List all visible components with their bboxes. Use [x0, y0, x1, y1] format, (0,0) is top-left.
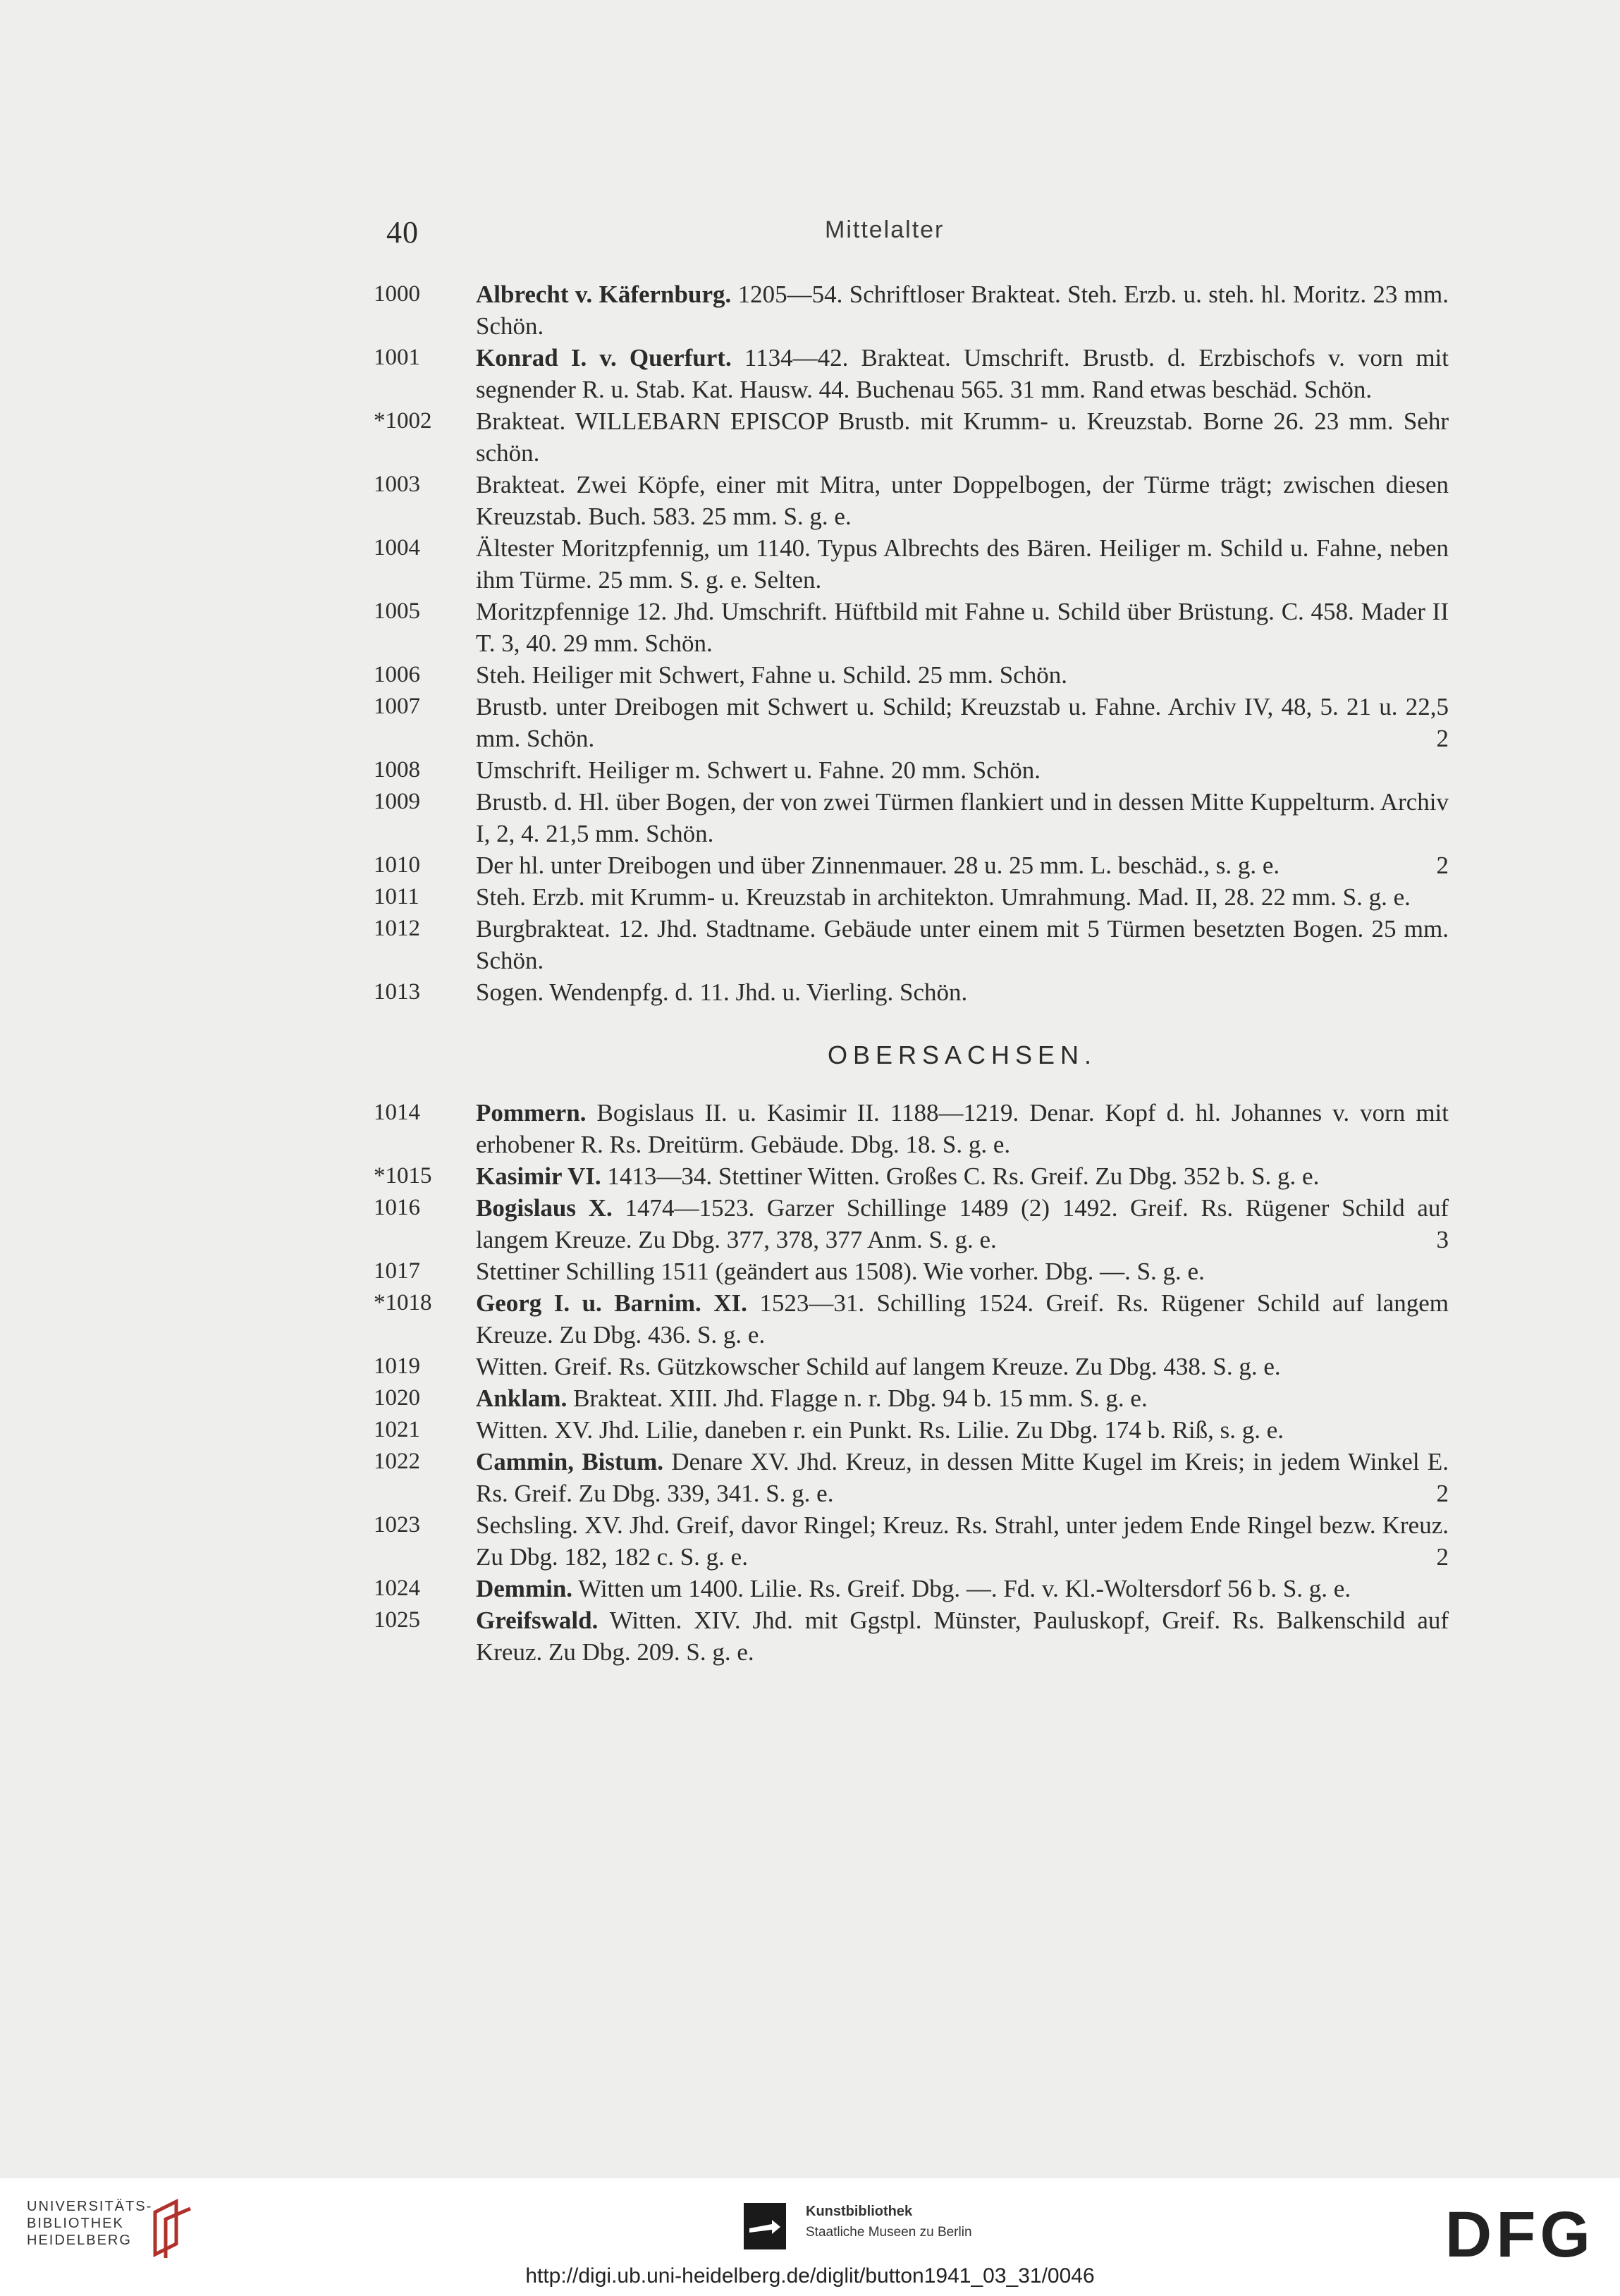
entry-piece-count: 2 — [1436, 852, 1449, 879]
entry-ruler-name: Anklam. — [476, 1385, 567, 1412]
entry-ruler-name: Konrad I. v. Querfurt. — [476, 344, 732, 372]
logo-line: BIBLIOTHEK — [27, 2216, 124, 2231]
entry-number: *1015 — [374, 1163, 432, 1189]
catalog-entry — [374, 691, 1449, 754]
entry-description: Bogislaus II. u. Kasimir II. 1188—1219. Denar. Kopf d. hl. Johannes v. vorn mit erhobener R. Rs. Dreitürm. Gebäude. Dbg. 18. S. g. e. — [476, 1099, 1449, 1158]
entry-number: 1012 — [374, 916, 420, 941]
entry-number: 1021 — [374, 1417, 420, 1442]
catalog-entry — [374, 1351, 1449, 1382]
entry-number: 1000 — [374, 281, 420, 307]
catalog-entry — [374, 1446, 1449, 1509]
catalog-entry — [374, 1573, 1449, 1604]
entry-description: Witten. XIV. Jhd. mit Ggstpl. Münster, Pauluskopf, Greif. Rs. Balkenschild auf Kreuz. Zu Dbg. 209. S. g. e. — [476, 1607, 1449, 1666]
catalog-entry — [374, 913, 1449, 976]
entry-description: Sechsling. XV. Jhd. Greif, davor Ringel; Kreuz. Rs. Strahl, unter jedem Ende Ringel bezw. Kreuz. Zu Dbg. 182, 182 c. S. g. e. — [476, 1511, 1449, 1571]
catalog-entry — [374, 786, 1449, 849]
footer-bar — [0, 2178, 1620, 2296]
heidelberg-library-logo[interactable] — [27, 2198, 152, 2249]
entry-number: 1008 — [374, 757, 420, 782]
entry-piece-count: 2 — [1436, 1543, 1449, 1571]
catalog-entry — [374, 1160, 1449, 1192]
entry-description: Sogen. Wendenpfg. d. 11. Jhd. u. Vierling. Schön. — [476, 978, 968, 1006]
catalog-entry — [374, 278, 1449, 342]
section-heading: OBERSACHSEN. — [827, 1040, 1098, 1069]
entry-ruler-name: Demmin. — [476, 1575, 573, 1602]
dfg-logo[interactable]: DFG — [1444, 2199, 1595, 2271]
entry-number: 1005 — [374, 598, 420, 624]
entry-ruler-name: Albrecht v. Käfernburg. — [476, 281, 732, 308]
entry-number: 1006 — [374, 662, 420, 687]
entry-number: 1009 — [374, 789, 420, 814]
entry-number: 1023 — [374, 1512, 420, 1537]
entry-piece-count: 3 — [1436, 1226, 1449, 1253]
catalog-entry — [374, 881, 1449, 913]
kunstbibliothek-logo-icon — [744, 2203, 786, 2249]
entry-description: Witten. XV. Jhd. Lilie, daneben r. ein Punkt. Rs. Lilie. Zu Dbg. 174 b. Riß, s. g. e. — [476, 1416, 1284, 1444]
entry-number: 1010 — [374, 852, 420, 878]
entry-description: Witten. Greif. Rs. Gützkowscher Schild auf langem Kreuze. Zu Dbg. 438. S. g. e. — [476, 1353, 1281, 1380]
catalog-entry — [374, 405, 1449, 469]
entry-description: Brakteat. WILLEBARN EPISCOP Brustb. mit Krumm- u. Kreuzstab. Borne 26. 23 mm. Sehr schön. — [476, 407, 1449, 467]
catalog-entries — [374, 278, 1449, 1668]
entry-ruler-name: Greifswald. — [476, 1607, 599, 1634]
entry-description: 1134—42. Brakteat. Umschrift. Brustb. d. Erzbischofs v. vorn mit segnender R. u. Stab. Kat. Hausw. 44. Buchenau 565. 31 mm. Rand etwas beschäd. Schön. — [476, 344, 1449, 403]
catalog-entry — [374, 1509, 1449, 1573]
logo-subtitle: Staatliche Museen zu Berlin — [806, 2225, 972, 2240]
entry-ruler-name: Bogislaus X. — [476, 1194, 613, 1222]
logo-line: UNIVERSITÄTS- — [27, 2199, 153, 2214]
entry-list-obersachsen — [374, 1097, 1449, 1668]
catalog-entry — [374, 659, 1449, 691]
catalog-entry — [374, 1192, 1449, 1256]
logo-title: Kunstbibliothek — [806, 2204, 913, 2219]
catalog-entry — [374, 849, 1449, 881]
entry-number: 1013 — [374, 979, 420, 1005]
entry-number: *1018 — [374, 1290, 432, 1315]
entry-ruler-name: Cammin, Bistum. — [476, 1448, 664, 1475]
catalog-entry — [374, 342, 1449, 405]
entry-description: Denare XV. Jhd. Kreuz, in dessen Mitte Kugel im Kreis; in jedem Winkel E. Rs. Greif. Zu Dbg. 339, 341. S. g. e. — [476, 1448, 1449, 1507]
kunstbibliothek-logo[interactable] — [806, 2201, 972, 2243]
entry-description: Ältester Moritzpfennig, um 1140. Typus Albrechts des Bären. Heiliger m. Schild u. Fahne, neben ihm Türme. 25 mm. S. g. e. Selten. — [476, 534, 1449, 594]
entry-number: 1011 — [374, 884, 419, 909]
catalog-entry — [374, 469, 1449, 532]
entry-number: 1020 — [374, 1385, 420, 1411]
entry-number: 1016 — [374, 1195, 420, 1220]
entry-description: Der hl. unter Dreibogen und über Zinnenmauer. 28 u. 25 mm. L. beschäd., s. g. e. — [476, 852, 1280, 879]
entry-description: Stettiner Schilling 1511 (geändert aus 1508). Wie vorher. Dbg. —. S. g. e. — [476, 1258, 1205, 1285]
entry-ruler-name: Georg I. u. Barnim. XI. — [476, 1289, 747, 1317]
entry-description: Burgbrakteat. 12. Jhd. Stadtname. Gebäude unter einem mit 5 Türmen besetzten Bogen. 25 mm. Schön. — [476, 915, 1449, 974]
entry-number: 1004 — [374, 535, 420, 560]
logo-line: HEIDELBERG — [27, 2233, 132, 2248]
catalog-entry — [374, 1097, 1449, 1160]
catalog-entry — [374, 596, 1449, 659]
catalog-entry — [374, 754, 1449, 786]
catalog-entry — [374, 1382, 1449, 1414]
entry-number: 1014 — [374, 1100, 420, 1125]
entry-list-mittelalter — [374, 278, 1449, 1008]
catalog-entry — [374, 1256, 1449, 1287]
page-number: 40 — [386, 215, 419, 250]
entry-number: 1017 — [374, 1258, 420, 1284]
permalink-url[interactable]: http://digi.ub.uni-heidelberg.de/diglit/button1941_03_31/0046 — [525, 2264, 1095, 2288]
entry-number: 1025 — [374, 1607, 420, 1633]
entry-description: 1413—34. Stettiner Witten. Großes C. Rs. Greif. Zu Dbg. 352 b. S. g. e. — [607, 1162, 1320, 1190]
entry-description: 1523—31. Schilling 1524. Greif. Rs. Rügener Schild auf langem Kreuze. Zu Dbg. 436. S. g. e. — [476, 1289, 1449, 1349]
catalog-entry — [374, 532, 1449, 596]
running-head: Mittelalter — [825, 216, 945, 243]
entry-number: 1001 — [374, 345, 420, 370]
library-emblem-icon — [148, 2198, 197, 2261]
entry-description: Brustb. unter Dreibogen mit Schwert u. Schild; Kreuzstab u. Fahne. Archiv IV, 48, 5. 21 u. 22,5 mm. Schön. — [476, 693, 1449, 752]
entry-number: 1003 — [374, 472, 420, 497]
catalog-entry — [374, 1414, 1449, 1446]
entry-description: Moritzpfennige 12. Jhd. Umschrift. Hüftbild mit Fahne u. Schild über Brüstung. C. 458. Mader II T. 3, 40. 29 mm. Schön. — [476, 598, 1449, 657]
entry-number: 1019 — [374, 1353, 420, 1379]
entry-number: *1002 — [374, 408, 432, 434]
entry-description: Brustb. d. Hl. über Bogen, der von zwei Türmen flankiert und in dessen Mitte Kuppelturm. Archiv I, 2, 4. 21,5 mm. Schön. — [476, 788, 1449, 847]
entry-number: 1007 — [374, 694, 420, 719]
catalog-entry — [374, 1287, 1449, 1351]
entry-description: Steh. Heiliger mit Schwert, Fahne u. Schild. 25 mm. Schön. — [476, 661, 1067, 689]
entry-description: Witten um 1400. Lilie. Rs. Greif. Dbg. —. Fd. v. Kl.-Woltersdorf 56 b. S. g. e. — [578, 1575, 1351, 1602]
entry-number: 1022 — [374, 1449, 420, 1474]
catalog-entry — [374, 1604, 1449, 1668]
entry-description: 1474—1523. Garzer Schillinge 1489 (2) 1492. Greif. Rs. Rügener Schild auf langem Kreuze. Zu Dbg. 377, 378, 377 Anm. S. g. e. — [476, 1194, 1449, 1253]
catalog-entry — [374, 976, 1449, 1008]
entry-number: 1024 — [374, 1576, 420, 1601]
entry-description: 1205—54. Schriftloser Brakteat. Steh. Erzb. u. steh. hl. Moritz. 23 mm. Schön. — [476, 281, 1449, 340]
entry-description: Brakteat. Zwei Köpfe, einer mit Mitra, unter Doppelbogen, der Türme trägt; zwischen diesen Kreuzstab. Buch. 583. 25 mm. S. g. e. — [476, 471, 1449, 530]
entry-description: Brakteat. XIII. Jhd. Flagge n. r. Dbg. 94 b. 15 mm. S. g. e. — [573, 1385, 1148, 1412]
entry-piece-count: 2 — [1436, 1480, 1449, 1507]
entry-piece-count: 2 — [1436, 725, 1449, 752]
entry-ruler-name: Pommern. — [476, 1099, 587, 1126]
entry-description: Umschrift. Heiliger m. Schwert u. Fahne. 20 mm. Schön. — [476, 756, 1041, 784]
entry-description: Steh. Erzb. mit Krumm- u. Kreuzstab in architekton. Umrahmung. Mad. II, 28. 22 mm. S. g. e. — [476, 883, 1411, 911]
entry-ruler-name: Kasimir VI. — [476, 1162, 601, 1190]
